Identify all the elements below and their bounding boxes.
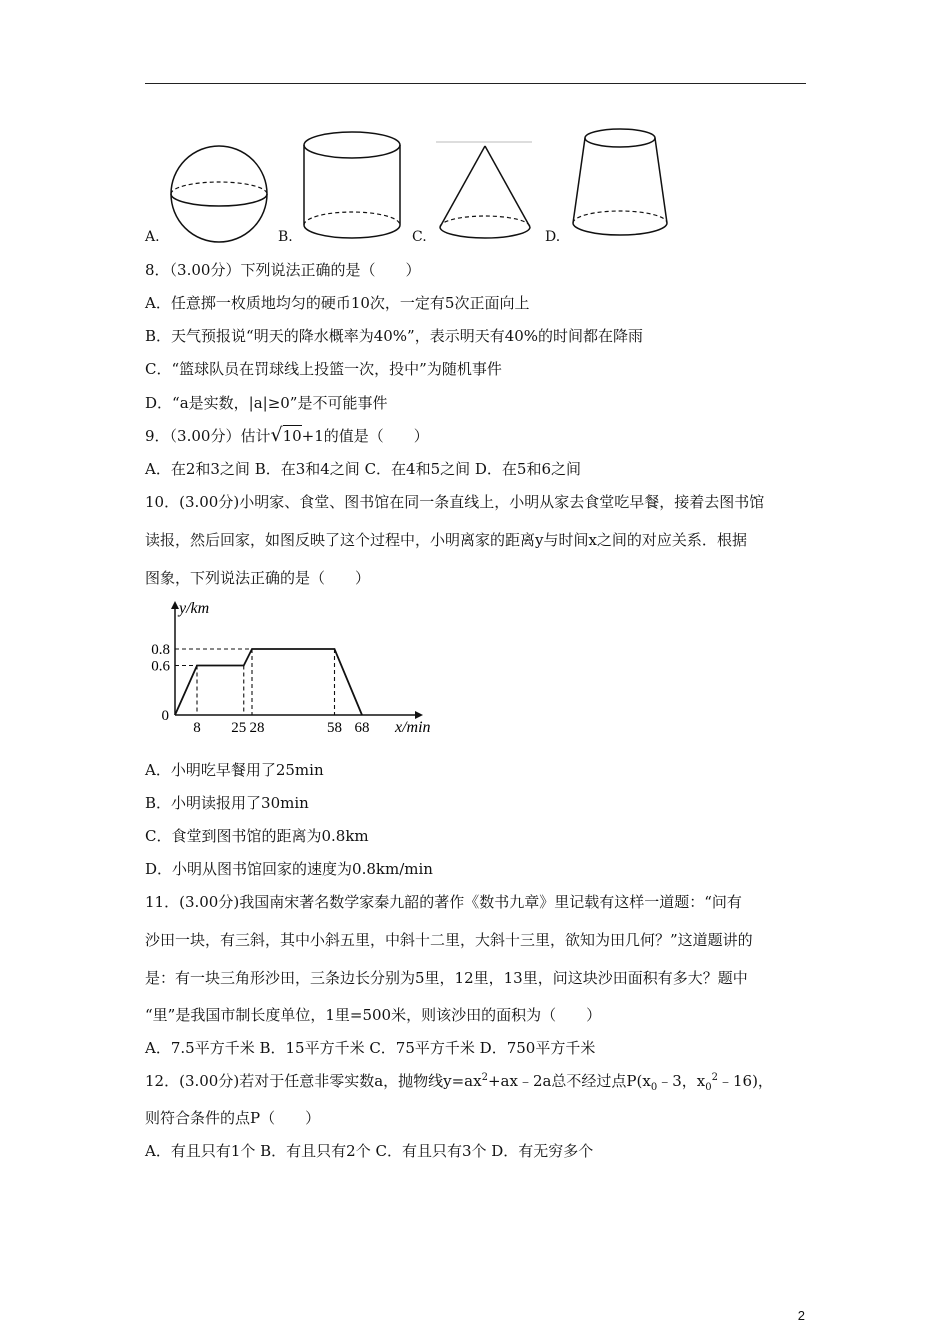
- y-axis-arrow: [171, 601, 179, 609]
- origin-label: 0: [161, 708, 169, 724]
- q12-sub-b: 0: [705, 1082, 712, 1093]
- y-tick-label-0.8: 0.8: [151, 642, 170, 658]
- x-tick-label-8: 8: [193, 720, 201, 736]
- q10-line3: 图象，下列说法正确的是（ ）: [145, 569, 371, 587]
- sqrt-symbol: √: [270, 424, 283, 446]
- q10-option-b: B．小明读报用了30min: [145, 794, 309, 812]
- x-tick-label-68: 68: [354, 720, 370, 736]
- q12-sup-a: 2: [481, 1072, 488, 1083]
- q8-option-c: C．“篮球队员在罚球线上投篮一次，投中”为随机事件: [145, 360, 502, 378]
- sphere-figure: [171, 146, 267, 242]
- q11-line3: 是：有一块三角形沙田，三条边长分别为5里，12里，13里，问这块沙田面积有多大？题中: [145, 969, 748, 987]
- page-number: 2: [797, 1308, 805, 1323]
- q9-suffix: +1的值是（ ）: [301, 427, 429, 445]
- q8-stem: 8．（3.00分）下列说法正确的是（ ）: [145, 261, 421, 279]
- x-tick-label-58: 58: [327, 720, 342, 736]
- cylinder-figure: [304, 132, 400, 238]
- q10-option-a: A．小明吃早餐用了25min: [145, 761, 324, 779]
- frustum-figure: [573, 129, 667, 235]
- x-axis-label: x/min: [395, 719, 431, 736]
- q7-option-a: A.: [145, 229, 160, 245]
- q12-text-c: ﹣3，x: [657, 1072, 706, 1090]
- y-axis-label: y/km: [179, 600, 210, 617]
- cone-figure: [436, 142, 532, 238]
- q12-line2: 则符合条件的点P（ ）: [145, 1109, 321, 1127]
- q7-option-b: B.: [278, 229, 293, 245]
- q12-options: A．有且只有1个 B．有且只有2个 C．有且只有3个 D．有无穷多个: [145, 1142, 594, 1160]
- q10-option-d: D．小明从图书馆回家的速度为0.8km/min: [145, 860, 433, 878]
- q10-line1: 10．(3.00分)小明家、食堂、图书馆在同一条直线上，小明从家去食堂吃早餐，接着去图书馆: [145, 493, 765, 511]
- q12-text-b: +ax﹣2a总不经过点P(x: [487, 1072, 651, 1090]
- q12-sub-a: 0: [650, 1082, 658, 1093]
- x-tick-label-25: 25: [231, 720, 247, 736]
- q9-options: A．在2和3之间 B．在3和4之间 C．在4和5之间 D．在5和6之间: [145, 460, 582, 478]
- q7-option-d: D.: [545, 229, 561, 245]
- q10-option-c: C．食堂到图书馆的距离为0.8km: [145, 827, 369, 845]
- y-tick-label-0.6: 0.6: [151, 658, 170, 675]
- q9-stem: [145, 425, 429, 446]
- q10-line2: 读报，然后回家，如图反映了这个过程中，小明离家的距离y与时间x之间的对应关系．根据: [145, 531, 747, 549]
- x-tick-label-28: 28: [249, 720, 265, 736]
- q11-options: A．7.5平方千米 B．15平方千米 C．75平方千米 D．750平方千米: [145, 1039, 596, 1057]
- q12-text-a: 12．(3.00分)若对于任意非零实数a，抛物线y=ax: [145, 1072, 482, 1090]
- distance-time-chart: [145, 595, 445, 740]
- q8-option-b: B．天气预报说“明天的降水概率为40%”，表示明天有40%的时间都在降雨: [145, 327, 644, 345]
- q8-option-d: D．“a是实数，|a|≥0”是不可能事件: [145, 394, 388, 412]
- header-rule: [145, 83, 806, 84]
- q9-radicand: 10: [282, 427, 302, 445]
- q9-prefix: 9．（3.00分）估计: [145, 427, 271, 445]
- q11-line1: 11．(3.00分)我国南宋著名数学家秦九韶的著作《数书九章》里记载有这样一道题：“问有: [145, 893, 742, 911]
- q7-option-c: C.: [412, 229, 427, 245]
- q8-option-a: A．任意掷一枚质地均匀的硬币10次，一定有5次正面向上: [145, 294, 530, 312]
- q12-text-d: ﹣16)，: [717, 1072, 773, 1090]
- q12-line1: [145, 1071, 773, 1091]
- x-axis-arrow: [415, 711, 423, 719]
- q11-line4: “里”是我国市制长度单位，1里=500米，则该沙田的面积为（ ）: [145, 1006, 602, 1024]
- q11-line2: 沙田一块，有三斜，其中小斜五里，中斜十二里，大斜十三里，欲知为田几何？”这道题讲的: [145, 931, 753, 949]
- q12-sup-b: 2: [711, 1072, 718, 1083]
